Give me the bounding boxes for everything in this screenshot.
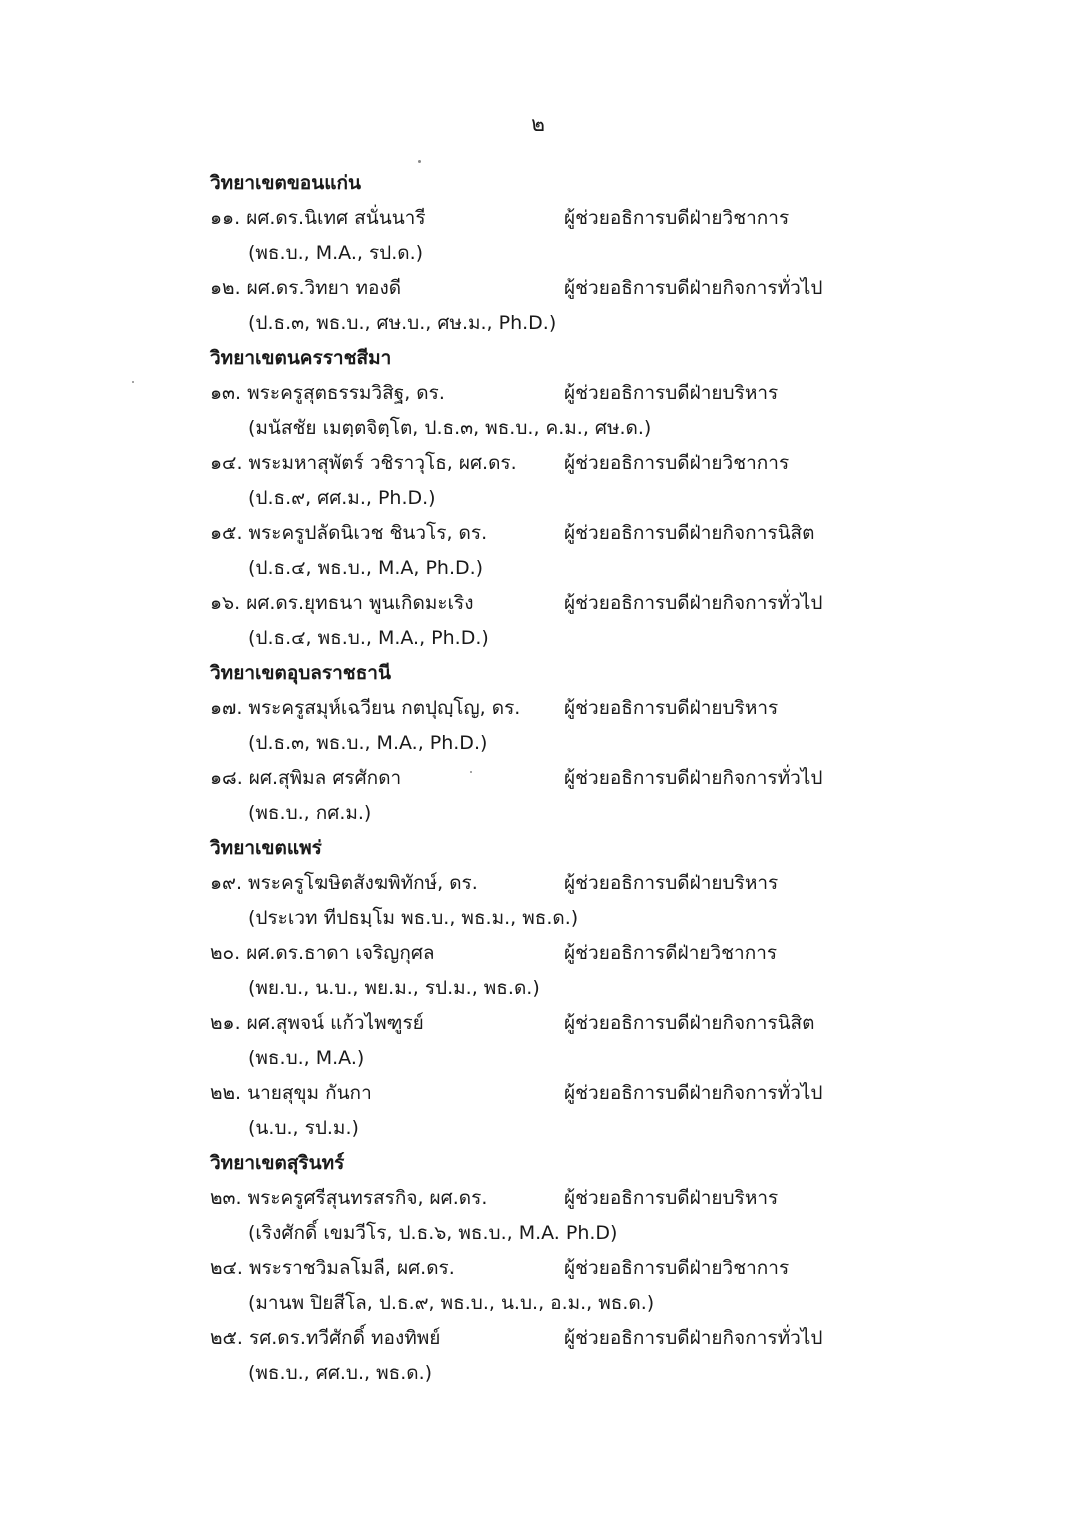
personnel-entry xyxy=(210,1181,1030,1251)
person-name: ๑๑. ผศ.ดร.นิเทศ สนั่นนารี xyxy=(210,207,426,229)
personnel-entry xyxy=(210,376,1030,446)
person-name: ๒๒. นายสุขุม กันกา xyxy=(210,1082,372,1104)
person-credentials: (พธ.บ., กศ.ม.) xyxy=(248,802,372,824)
person-position: ผู้ช่วยอธิการบดีฝ่ายวิชาการ xyxy=(564,452,790,474)
scan-speck xyxy=(132,381,134,383)
person-position: ผู้ช่วยอธิการบดีฝ่ายวิชาการ xyxy=(564,1257,790,1279)
person-name: ๑๒. ผศ.ดร.วิทยา ทองดี xyxy=(210,277,402,299)
person-name: ๑๙. พระครูโฆษิตสังฆพิทักษ์, ดร. xyxy=(210,872,478,894)
campus-section xyxy=(210,831,1030,1146)
person-name: ๑๓. พระครูสุตธรรมวิสิฐ, ดร. xyxy=(210,382,445,404)
person-name: ๒๐. ผศ.ดร.ธาดา เจริญกุศล xyxy=(210,942,435,964)
person-name: ๒๑. ผศ.สุพจน์ แก้วไพฑูรย์ xyxy=(210,1012,424,1034)
person-credentials: (มานพ ปิยสีโล, ป.ธ.๙, พธ.บ., น.บ., อ.ม., พธ.ด.) xyxy=(248,1292,655,1314)
scan-speck xyxy=(470,771,472,773)
person-credentials: (ป.ธ.๔, พธ.บ., M.A, Ph.D.) xyxy=(248,557,484,579)
personnel-entry xyxy=(210,516,1030,586)
personnel-entry xyxy=(210,866,1030,936)
person-name: ๑๘. ผศ.สุพิมล ศรศักดา xyxy=(210,767,402,789)
campus-section xyxy=(210,656,1030,831)
person-name: ๑๖. ผศ.ดร.ยุทธนา พูนเกิดมะเริง xyxy=(210,592,474,614)
person-name: ๑๕. พระครูปลัดนิเวช ชินวโร, ดร. xyxy=(210,522,488,544)
page-number: ๒ xyxy=(531,112,545,136)
personnel-entry xyxy=(210,1321,1030,1391)
campus-heading: วิทยาเขตนครราชสีมา xyxy=(210,347,392,369)
person-credentials: (ป.ธ.๓, พธ.บ., M.A., Ph.D.) xyxy=(248,732,488,754)
person-credentials: (มนัสชัย เมตฺตจิตฺโต, ป.ธ.๓, พธ.บ., ค.ม., ศษ.ด.) xyxy=(248,417,652,439)
person-position: ผู้ช่วยอธิการบดีฝ่ายบริหาร xyxy=(564,872,779,894)
campus-heading: วิทยาเขตขอนแก่น xyxy=(210,172,361,194)
person-credentials: (พธ.บ., M.A., รป.ด.) xyxy=(248,242,424,264)
campus-heading: วิทยาเขตอุบลราชธานี xyxy=(210,662,391,684)
person-position: ผู้ช่วยอธิการบดีฝ่ายวิชาการ xyxy=(564,207,790,229)
person-name: ๑๔. พระมหาสุพัตร์ วชิราวุโธ, ผศ.ดร. xyxy=(210,452,517,474)
person-credentials: (เริงศักดิ์ เขมวีโร, ป.ธ.๖, พธ.บ., M.A. Ph.D) xyxy=(248,1222,618,1244)
person-position: ผู้ช่วยอธิการบดีฝ่ายกิจการทั่วไป xyxy=(564,592,823,614)
person-credentials: (น.บ., รป.ม.) xyxy=(248,1117,359,1139)
personnel-entry xyxy=(210,1251,1030,1321)
scan-speck xyxy=(418,160,421,163)
campus-section xyxy=(210,166,1030,341)
person-position: ผู้ช่วยอธิการบดีฝ่ายกิจการทั่วไป xyxy=(564,1082,823,1104)
person-position: ผู้ช่วยอธิการดีฝ่ายวิชาการ xyxy=(564,942,778,964)
person-name: ๒๓. พระครูศรีสุนทรสรกิจ, ผศ.ดร. xyxy=(210,1187,488,1209)
personnel-entry xyxy=(210,271,1030,341)
campus-heading: วิทยาเขตแพร่ xyxy=(210,837,322,859)
campus-heading: วิทยาเขตสุรินทร์ xyxy=(210,1152,345,1174)
person-name: ๒๕. รศ.ดร.ทวีศักดิ์ ทองทิพย์ xyxy=(210,1327,441,1349)
person-credentials: (ประเวท ทีปธมฺโม พธ.บ., พธ.ม., พธ.ด.) xyxy=(248,907,579,929)
personnel-entry xyxy=(210,761,1030,831)
personnel-entry xyxy=(210,1006,1030,1076)
personnel-entry xyxy=(210,586,1030,656)
person-credentials: (ป.ธ.๙, ศศ.ม., Ph.D.) xyxy=(248,487,436,509)
person-position: ผู้ช่วยอธิการบดีฝ่ายกิจการทั่วไป xyxy=(564,767,823,789)
personnel-entry xyxy=(210,446,1030,516)
personnel-list xyxy=(210,166,1030,1391)
person-position: ผู้ช่วยอธิการบดีฝ่ายกิจการทั่วไป xyxy=(564,1327,823,1349)
person-credentials: (ป.ธ.๔, พธ.บ., M.A., Ph.D.) xyxy=(248,627,489,649)
campus-section xyxy=(210,341,1030,656)
personnel-entry xyxy=(210,936,1030,1006)
person-position: ผู้ช่วยอธิการบดีฝ่ายกิจการทั่วไป xyxy=(564,277,823,299)
person-position: ผู้ช่วยอธิการบดีฝ่ายกิจการนิสิต xyxy=(564,1012,815,1034)
person-credentials: (ป.ธ.๓, พธ.บ., ศษ.บ., ศษ.ม., Ph.D.) xyxy=(248,312,557,334)
person-position: ผู้ช่วยอธิการบดีฝ่ายกิจการนิสิต xyxy=(564,522,815,544)
personnel-entry xyxy=(210,1076,1030,1146)
person-position: ผู้ช่วยอธิการบดีฝ่ายบริหาร xyxy=(564,382,779,404)
person-name: ๒๔. พระราชวิมลโมลี, ผศ.ดร. xyxy=(210,1257,455,1279)
person-credentials: (พย.บ., น.บ., พย.ม., รป.ม., พธ.ด.) xyxy=(248,977,540,999)
personnel-entry xyxy=(210,201,1030,271)
personnel-entry xyxy=(210,691,1030,761)
person-name: ๑๗. พระครูสมุห์เฉวียน กตปุญฺโญ, ดร. xyxy=(210,697,521,719)
person-position: ผู้ช่วยอธิการบดีฝ่ายบริหาร xyxy=(564,697,779,719)
campus-section xyxy=(210,1146,1030,1391)
person-credentials: (พธ.บ., ศศ.บ., พธ.ด.) xyxy=(248,1362,433,1384)
person-position: ผู้ช่วยอธิการบดีฝ่ายบริหาร xyxy=(564,1187,779,1209)
person-credentials: (พธ.บ., M.A.) xyxy=(248,1047,365,1069)
